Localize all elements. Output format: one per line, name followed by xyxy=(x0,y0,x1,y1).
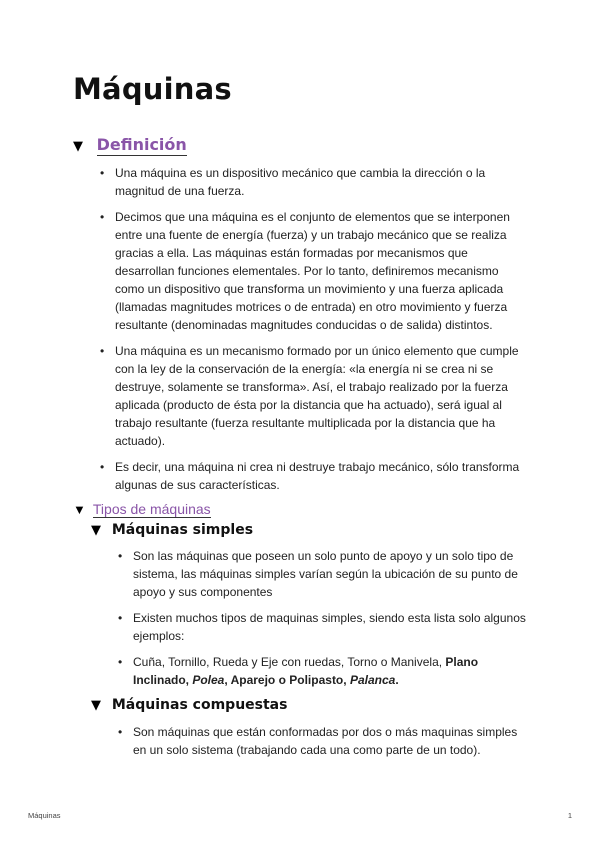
examples-polea: Polea xyxy=(192,673,225,687)
tipos-link[interactable]: Tipos de máquinas xyxy=(92,501,211,517)
page-title: Máquinas xyxy=(73,72,232,106)
footer-title: Máquinas xyxy=(28,811,61,820)
toggle-triangle-icon[interactable]: ▼ xyxy=(73,502,86,517)
compuestas-list xyxy=(115,723,530,767)
simples-heading-text: Máquinas simples xyxy=(111,522,254,538)
compuestas-heading-text: Máquinas compuestas xyxy=(111,697,288,713)
examples-bold-3: . xyxy=(395,673,399,687)
compuestas-heading[interactable] xyxy=(91,697,287,713)
examples-palanca: Palanca xyxy=(349,673,396,687)
toggle-triangle-icon[interactable]: ▼ xyxy=(73,139,83,154)
list-item: • Existen muchos tipos de maquinas simples, siendo esta lista solo algunos ejemplos: xyxy=(115,609,530,645)
simples-heading[interactable] xyxy=(91,522,253,538)
toggle-triangle-icon[interactable]: ▼ xyxy=(91,698,101,713)
simples-list xyxy=(115,547,530,697)
definicion-heading[interactable] xyxy=(73,135,187,154)
examples-bold-1: Plano Inclinado, xyxy=(133,655,479,687)
toggle-triangle-icon[interactable]: ▼ xyxy=(91,523,101,538)
examples-bold-2: , Aparejo o Polipasto, xyxy=(224,673,350,687)
tipos-heading[interactable] xyxy=(73,501,211,517)
list-item: • Son máquinas que están conformadas por dos o más maquinas simples en un solo sistema (trabajando cada una como parte de un todo). xyxy=(115,723,530,759)
footer-page-number: 1 xyxy=(567,811,572,820)
list-item: • Una máquina es un mecanismo formado por un único elemento que cumple con la ley de la conservación de la energía: «la energía ni se crea ni se destruye, solamente se transforma». Así, el trabajo realizado por la fuerza aplicada (producto de ésta por la distancia que ha actuado), será igual al trabajo resultante (fuerza resultante multiplicada por la distancia que ha actuado). xyxy=(97,342,527,450)
list-item: • Una máquina es un dispositivo mecánico que cambia la dirección o la magnitud de una fuerza. xyxy=(97,164,527,200)
list-item: • Decimos que una máquina es el conjunto de elementos que se interponen entre una fuente de energía (fuerza) y un trabajo mecánico que se realiza gracias a ella. Las máquinas están formadas por mecanismos que desarrollan funciones elementales. Por lo tanto, definiremos mecanismo como un dispositivo que transforma un movimiento y una fuerza aplicada (llamadas magnitudes motrices o de entrada) en otro movimiento y fuerza resultante (denominadas magnitudes conducidas o de salida) distintos. xyxy=(97,208,527,334)
definicion-link[interactable]: Definición xyxy=(96,135,187,154)
list-item: • Es decir, una máquina ni crea ni destruye trabajo mecánico, sólo transforma algunas de sus características. xyxy=(97,458,527,494)
definicion-list xyxy=(97,164,527,502)
examples-plain: Cuña, Tornillo, Rueda y Eje con ruedas, Torno o Manivela, xyxy=(133,655,446,669)
list-item-examples xyxy=(115,653,530,689)
list-item: • Son las máquinas que poseen un solo punto de apoyo y un solo tipo de sistema, las máquinas simples varían según la ubicación de su punto de apoyo y sus componentes xyxy=(115,547,530,601)
